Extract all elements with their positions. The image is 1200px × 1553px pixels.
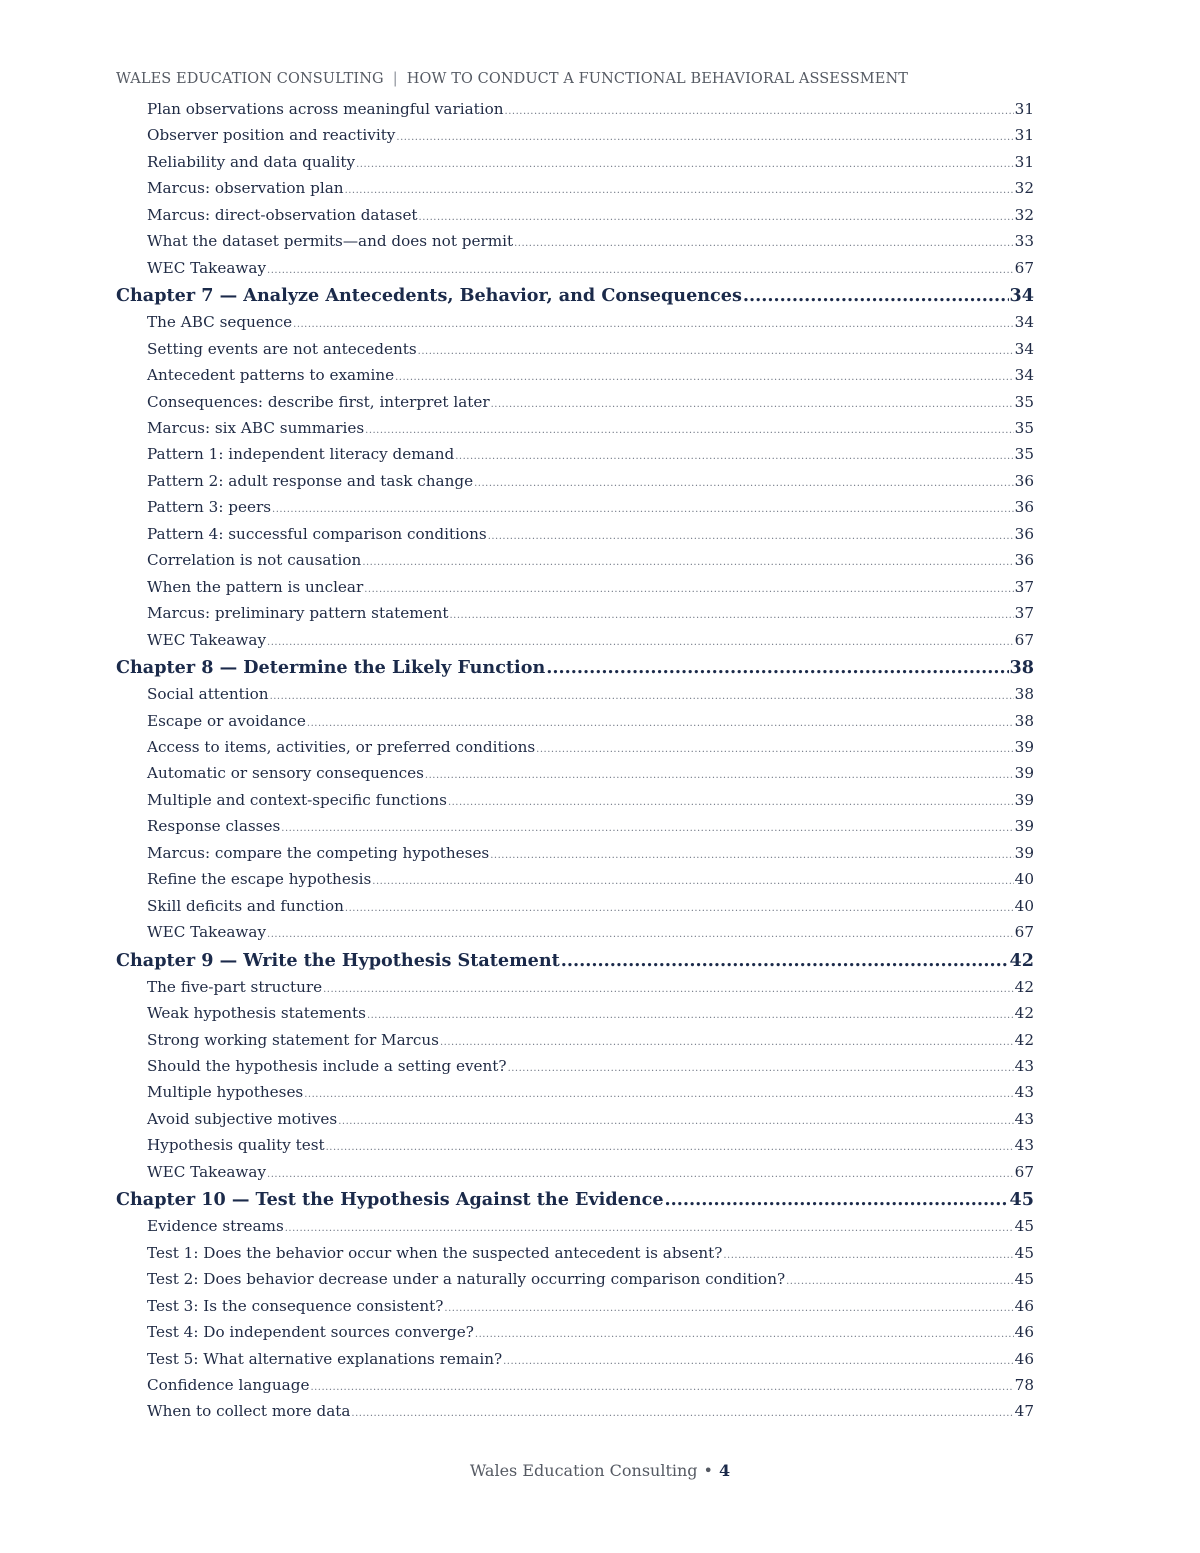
- toc-entry[interactable]: [116, 870, 1034, 896]
- dot-leader: [665, 1189, 1009, 1210]
- toc-entry-page: 32: [1014, 205, 1034, 224]
- toc-entry[interactable]: [116, 1083, 1034, 1109]
- toc-entry[interactable]: [116, 419, 1034, 445]
- toc-entry-title: Evidence streams: [147, 1217, 284, 1236]
- toc-entry-page: 45: [1014, 1217, 1034, 1236]
- header-separator: |: [392, 71, 398, 87]
- toc-entry-page: 43: [1014, 1136, 1034, 1155]
- toc-entry[interactable]: [116, 313, 1034, 339]
- toc-entry-page: 40: [1014, 896, 1034, 915]
- toc-entry-page: 67: [1014, 258, 1034, 277]
- toc-entry-title: Access to items, activities, or preferred conditions: [147, 738, 536, 756]
- toc-entry-title: Skill deficits and function: [147, 896, 344, 915]
- toc-entry-page: 39: [1014, 764, 1034, 783]
- toc-entry[interactable]: [116, 1376, 1034, 1402]
- toc-entry-page: 31: [1014, 152, 1034, 171]
- toc-entry-title: Marcus: preliminary pattern statement: [147, 604, 449, 623]
- dot-leader: [743, 285, 1009, 306]
- toc-entry-title: Response classes: [147, 817, 281, 836]
- toc-entry-page: 34: [1014, 366, 1034, 385]
- toc-entry-title: Chapter 9 — Write the Hypothesis Statement: [116, 949, 560, 971]
- toc-entry[interactable]: [116, 1163, 1034, 1189]
- dot-leader: [267, 637, 1014, 648]
- toc-entry-title: Setting events are not antecedents: [147, 339, 417, 358]
- dot-leader: [561, 950, 1009, 971]
- dot-leader: [474, 478, 1014, 489]
- dot-leader: [365, 425, 1014, 436]
- toc-entry-title: Test 4: Do independent sources converge?: [147, 1323, 474, 1342]
- toc-entry[interactable]: [116, 923, 1034, 949]
- toc-entry-page: 46: [1014, 1296, 1034, 1315]
- toc-entry-page: 36: [1014, 471, 1034, 490]
- toc-entry[interactable]: [116, 1057, 1034, 1083]
- toc-entry-title: Test 5: What alternative explanations remain?: [147, 1349, 503, 1368]
- toc-entry-title: Escape or avoidance: [147, 711, 306, 730]
- toc-entry-page: 31: [1014, 100, 1034, 118]
- toc-entry[interactable]: [116, 1323, 1034, 1349]
- dot-leader: [475, 1329, 1014, 1340]
- dot-leader: [326, 1142, 1014, 1153]
- toc-entry-title: Automatic or sensory consequences: [147, 764, 424, 783]
- toc-entry-title: Pattern 1: independent literacy demand: [147, 445, 455, 464]
- dot-leader: [281, 823, 1013, 834]
- dot-leader: [490, 850, 1013, 861]
- toc-chapter-entry[interactable]: [116, 285, 1034, 313]
- dot-leader: [546, 657, 1008, 678]
- toc-entry-title: When the pattern is unclear: [147, 577, 364, 596]
- toc-entry[interactable]: [116, 791, 1034, 817]
- toc-entry[interactable]: [116, 472, 1034, 498]
- toc-entry-title: Multiple hypotheses: [147, 1083, 304, 1102]
- running-header: [116, 71, 908, 87]
- toc-entry-title: Marcus: compare the competing hypotheses: [147, 843, 490, 862]
- toc-entry-title: Social attention: [147, 685, 269, 704]
- toc-entry-page: 46: [1014, 1323, 1034, 1342]
- toc-entry-page: 38: [1014, 711, 1034, 730]
- toc-entry[interactable]: [116, 551, 1034, 577]
- toc-entry-page: 34: [1014, 339, 1034, 358]
- toc-entry-title: Test 2: Does behavior decrease under a naturally occurring comparison condition?: [147, 1270, 786, 1289]
- dot-leader: [345, 903, 1014, 914]
- dot-leader: [362, 557, 1013, 568]
- toc-entry-title: Antecedent patterns to examine: [147, 366, 395, 385]
- toc-entry[interactable]: [116, 1297, 1034, 1323]
- toc-entry-title: Marcus: direct-observation dataset: [147, 205, 418, 224]
- toc-entry-title: Chapter 8 — Determine the Likely Function: [116, 656, 546, 678]
- dot-leader: [396, 132, 1013, 143]
- toc-entry-page: 67: [1014, 630, 1034, 649]
- toc-entry[interactable]: [116, 1031, 1034, 1057]
- toc-entry-page: 40: [1014, 870, 1034, 889]
- header-title: HOW TO CONDUCT A FUNCTIONAL BEHAVIORAL ASSESSMENT: [406, 71, 908, 87]
- toc-entry-page: 38: [1014, 685, 1034, 704]
- toc-entry-page: 37: [1014, 604, 1034, 623]
- toc-entry-page: 35: [1014, 392, 1034, 411]
- toc-entry-page: 42: [1014, 1030, 1034, 1049]
- dot-leader: [323, 984, 1014, 995]
- toc-entry[interactable]: [116, 712, 1034, 738]
- toc-entry-title: Test 1: Does the behavior occur when the suspected antecedent is absent?: [147, 1243, 723, 1262]
- footer-org: Wales Education Consulting: [469, 1461, 698, 1480]
- toc-entry-page: 47: [1014, 1402, 1034, 1421]
- toc-entry-title: Weak hypothesis statements: [147, 1004, 366, 1023]
- toc-entry-title: Pattern 2: adult response and task change: [147, 471, 474, 490]
- dot-leader: [444, 1303, 1013, 1314]
- toc-entry-page: 35: [1014, 445, 1034, 464]
- toc-entry-title: Plan observations across meaningful variation: [147, 100, 504, 118]
- toc-entry-title: Strong working statement for Marcus: [147, 1030, 439, 1049]
- toc-entry-title: Marcus: observation plan: [147, 179, 344, 198]
- toc-entry-title: Chapter 10 — Test the Hypothesis Against the Evidence: [116, 1189, 664, 1211]
- dot-leader: [338, 1116, 1013, 1127]
- toc-entry-page: 37: [1014, 577, 1034, 596]
- dot-leader: [503, 1356, 1014, 1367]
- toc-entry[interactable]: [116, 232, 1034, 258]
- toc-entry-title: Consequences: describe first, interpret later: [147, 392, 490, 411]
- toc-entry-page: 42: [1009, 949, 1034, 971]
- toc-entry-page: 36: [1014, 551, 1034, 570]
- dot-leader: [356, 159, 1014, 170]
- toc-entry[interactable]: [116, 340, 1034, 366]
- dot-leader: [372, 876, 1013, 887]
- dot-leader: [310, 1382, 1013, 1393]
- toc-entry[interactable]: [116, 685, 1034, 711]
- toc-entry-page: 34: [1014, 313, 1034, 332]
- dot-leader: [285, 1223, 1014, 1234]
- toc-entry[interactable]: [116, 1110, 1034, 1136]
- toc-entry[interactable]: [116, 445, 1034, 471]
- toc-entry[interactable]: [116, 1402, 1034, 1428]
- toc-entry[interactable]: [116, 738, 1034, 764]
- toc-entry-page: 42: [1014, 977, 1034, 996]
- toc-entry-page: 78: [1014, 1376, 1034, 1394]
- footer-bullet: •: [703, 1461, 713, 1480]
- toc-entry-page: 39: [1014, 843, 1034, 862]
- toc-entry-title: Test 3: Is the consequence consistent?: [147, 1296, 444, 1315]
- toc-entry-title: Reliability and data quality: [147, 152, 356, 171]
- toc-entry-title: Correlation is not causation: [147, 551, 362, 570]
- dot-leader: [364, 584, 1013, 595]
- toc-entry-page: 46: [1014, 1349, 1034, 1368]
- dot-leader: [536, 744, 1014, 755]
- toc-chapter-entry[interactable]: [116, 950, 1034, 978]
- toc-entry[interactable]: [116, 844, 1034, 870]
- toc-entry[interactable]: [116, 604, 1034, 630]
- toc-entry[interactable]: [116, 631, 1034, 657]
- toc-entry-title: Observer position and reactivity: [147, 126, 396, 145]
- toc-entry-page: 36: [1014, 524, 1034, 543]
- toc-entry[interactable]: [116, 897, 1034, 923]
- toc-entry-page: 39: [1014, 790, 1034, 809]
- dot-leader: [505, 106, 1014, 117]
- toc-entry[interactable]: [116, 764, 1034, 790]
- toc-entry-title: Refine the escape hypothesis: [147, 870, 372, 889]
- toc-entry-page: 32: [1014, 179, 1034, 198]
- dot-leader: [267, 265, 1014, 276]
- dot-leader: [425, 770, 1014, 781]
- toc-entry-page: 45: [1009, 1189, 1034, 1211]
- toc-entry-title: WEC Takeaway: [147, 630, 267, 649]
- toc-entry-page: 35: [1014, 419, 1034, 437]
- toc-chapter-entry[interactable]: [116, 1189, 1034, 1217]
- dot-leader: [491, 399, 1014, 410]
- toc-entry[interactable]: [116, 578, 1034, 604]
- dot-leader: [345, 185, 1014, 196]
- dot-leader: [272, 504, 1014, 515]
- toc-chapter-entry[interactable]: [116, 657, 1034, 685]
- toc-entry-title: Chapter 7 — Analyze Antecedents, Behavior, and Consequences: [116, 285, 742, 307]
- toc-entry[interactable]: [116, 126, 1034, 152]
- toc-entry-title: Hypothesis quality test: [147, 1136, 325, 1155]
- toc-entry[interactable]: [116, 1136, 1034, 1162]
- toc-entry-page: 39: [1014, 738, 1034, 756]
- toc-entry[interactable]: [116, 1244, 1034, 1270]
- toc-entry-page: 34: [1009, 285, 1034, 307]
- toc-entry[interactable]: [116, 179, 1034, 205]
- toc-entry-page: 42: [1014, 1004, 1034, 1023]
- toc-entry[interactable]: [116, 206, 1034, 232]
- toc-entry-page: 43: [1014, 1083, 1034, 1102]
- table-of-contents: [116, 100, 1034, 1429]
- dot-leader: [488, 531, 1014, 542]
- toc-entry[interactable]: [116, 978, 1034, 1004]
- toc-entry-page: 43: [1014, 1057, 1034, 1075]
- toc-entry-page: 39: [1014, 817, 1034, 836]
- page-footer: [0, 1461, 1200, 1480]
- toc-entry-title: WEC Takeaway: [147, 258, 267, 277]
- dot-leader: [367, 1010, 1014, 1021]
- toc-entry-title: Pattern 4: successful comparison conditions: [147, 524, 487, 543]
- dot-leader: [307, 718, 1014, 729]
- toc-entry-page: 36: [1014, 498, 1034, 517]
- toc-entry[interactable]: [116, 393, 1034, 419]
- dot-leader: [508, 1063, 1014, 1074]
- toc-entry-page: 67: [1014, 923, 1034, 942]
- dot-leader: [419, 212, 1014, 223]
- dot-leader: [304, 1089, 1013, 1100]
- toc-entry-title: The five-part structure: [147, 977, 323, 996]
- toc-entry-page: 31: [1014, 126, 1034, 145]
- page-number: 4: [718, 1461, 731, 1480]
- toc-entry-title: The ABC sequence: [147, 313, 293, 332]
- dot-leader: [270, 691, 1014, 702]
- toc-entry[interactable]: [116, 1217, 1034, 1243]
- toc-entry-page: 33: [1014, 232, 1034, 251]
- toc-entry[interactable]: [116, 259, 1034, 285]
- toc-entry-page: 45: [1014, 1270, 1034, 1289]
- dot-leader: [293, 319, 1014, 330]
- toc-entry[interactable]: [116, 153, 1034, 179]
- dot-leader: [267, 1169, 1014, 1180]
- toc-entry-title: Should the hypothesis include a setting event?: [147, 1057, 507, 1075]
- dot-leader: [514, 238, 1014, 249]
- dot-leader: [455, 451, 1013, 462]
- toc-entry-page: 43: [1014, 1109, 1034, 1128]
- toc-entry-page: 67: [1014, 1162, 1034, 1181]
- dot-leader: [448, 797, 1014, 808]
- toc-entry[interactable]: [116, 817, 1034, 843]
- toc-entry[interactable]: [116, 1004, 1034, 1030]
- toc-entry-title: WEC Takeaway: [147, 923, 267, 942]
- toc-entry-title: When to collect more data: [147, 1402, 351, 1421]
- dot-leader: [267, 929, 1014, 940]
- toc-entry-page: 45: [1014, 1243, 1034, 1262]
- toc-entry-title: Avoid subjective motives: [147, 1109, 338, 1128]
- dot-leader: [440, 1037, 1014, 1048]
- dot-leader: [450, 610, 1014, 621]
- toc-entry[interactable]: [116, 1350, 1034, 1376]
- dot-leader: [418, 346, 1014, 357]
- toc-entry[interactable]: [116, 366, 1034, 392]
- header-org: WALES EDUCATION CONSULTING: [116, 71, 384, 87]
- toc-entry[interactable]: [116, 1270, 1034, 1296]
- toc-entry-title: Multiple and context-specific functions: [147, 790, 447, 809]
- toc-entry-title: Marcus: six ABC summaries: [147, 419, 365, 437]
- toc-entry-title: Confidence language: [147, 1376, 310, 1394]
- dot-leader: [351, 1408, 1013, 1419]
- toc-entry-title: Pattern 3: peers: [147, 498, 272, 517]
- toc-entry-title: What the dataset permits—and does not permit: [147, 232, 514, 251]
- toc-entry-title: WEC Takeaway: [147, 1162, 267, 1181]
- toc-entry[interactable]: [116, 100, 1034, 126]
- dot-leader: [723, 1250, 1013, 1261]
- dot-leader: [786, 1276, 1014, 1287]
- dot-leader: [395, 372, 1014, 383]
- toc-entry[interactable]: [116, 525, 1034, 551]
- toc-entry[interactable]: [116, 498, 1034, 524]
- toc-entry-page: 38: [1009, 656, 1034, 678]
